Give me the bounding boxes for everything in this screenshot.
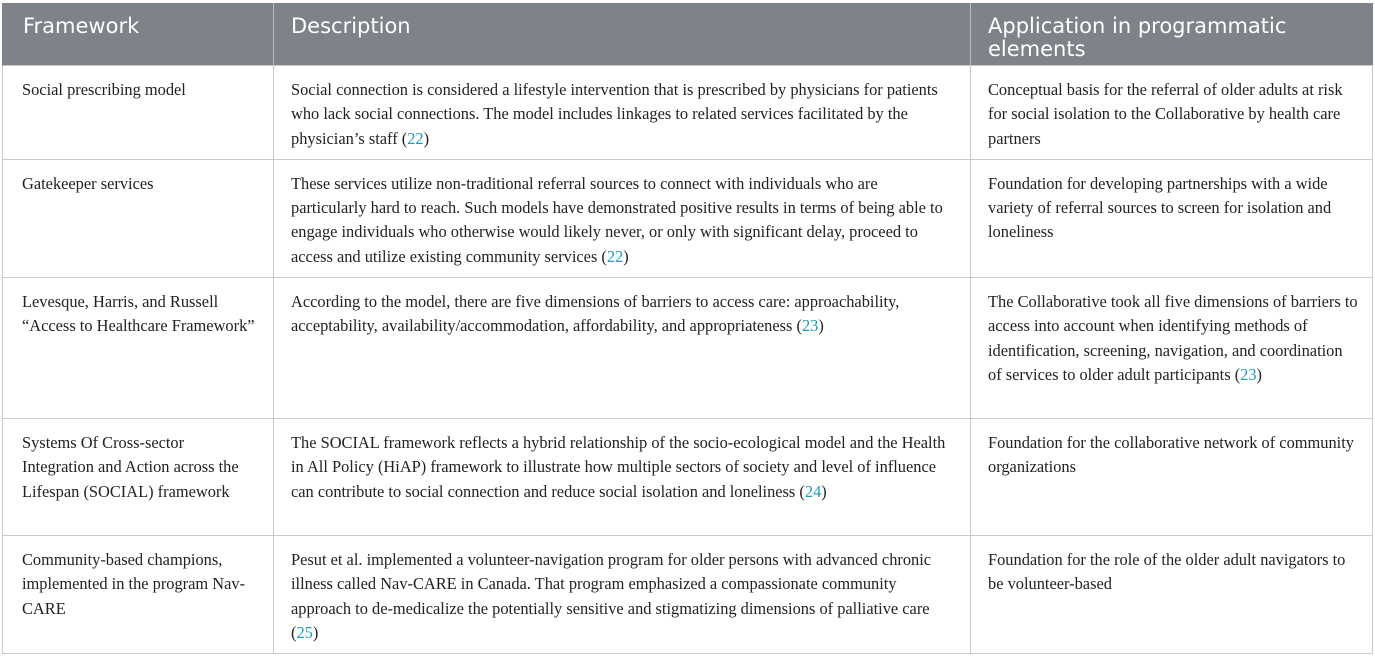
description-text: These services utilize non-traditional referral sources to connect with individuals who are particularly hard to reach. Such models have demonstrated positive results in terms of being able to engage individuals who otherwise would likely never, or only with significant delay, proceed to access and utilize existing community services ( [291,173,943,266]
table-header [3,3,1373,66]
application-cell: Conceptual basis for the referral of older adults at risk for social isolation to the Collaborative by health care partners [971,66,1373,160]
framework-cell: Gatekeeper services [3,159,274,277]
citation-close: ) [821,481,827,501]
application-cell: Foundation for developing partnerships with a wide variety of referral sources to screen for isolation and loneliness [971,159,1373,277]
table-body [3,66,1373,654]
citation-close: ) [312,622,319,642]
frameworks-table [2,3,1373,654]
citation-link[interactable]: 22 [606,246,624,266]
header-application: Application in programmatic elements [971,3,1373,66]
citation-link[interactable]: 22 [407,128,424,148]
description-cell [274,536,971,654]
citation-close: ) [1256,364,1263,384]
header-framework: Framework [3,3,274,66]
application-cell [971,278,1373,419]
table-row [3,278,1373,419]
table-row [3,419,1373,536]
citation-link[interactable]: 24 [804,481,822,501]
description-cell [274,66,971,160]
description-cell [274,159,971,277]
citation-link[interactable]: 23 [801,316,819,336]
table-row [3,66,1373,160]
application-cell: Foundation for the collaborative network of community organizations [971,419,1373,536]
application-text: The Collaborative took all five dimensions of barriers to access into account when identifying methods of identification, screening, navigation, and coordination of services to older adult participants ( [988,292,1358,384]
application-cell: Foundation for the role of the older adult navigators to be volunteer-based [971,536,1373,654]
description-text: Pesut et al. implemented a volunteer-navigation program for older persons with advanced chronic illness called Nav-CARE in Canada. That program emphasized a compassionate community approach to de-medicalize the potentially sensitive and stigmatizing dimensions of palliative care ( [291,550,932,642]
citation-close: ) [818,316,824,336]
header-row [3,3,1373,66]
description-cell [274,278,971,419]
framework-cell: Systems Of Cross-sector Integration and Action across the Lifespan (SOCIAL) framework [3,419,274,536]
header-description: Description [274,3,971,66]
framework-cell: Social prescribing model [3,66,274,160]
citation-link[interactable]: 25 [296,622,313,642]
description-text: The SOCIAL framework reflects a hybrid relationship of the socio-ecological model and the Health in All Policy (HiAP) framework to illustrate how multiple sectors of society and level of influence can contribute to social connection and reduce social isolation and loneliness ( [291,433,946,501]
citation-link[interactable]: 23 [1240,364,1257,384]
citation-close: ) [623,246,629,266]
citation-close: ) [423,128,430,148]
framework-cell: Levesque, Harris, and Russell “Access to Healthcare Framework” [3,278,274,419]
description-text: Social connection is considered a lifestyle intervention that is prescribed by physicians for patients who lack social connections. The model includes linkages to related services facilitated by the physician’s staff ( [291,80,938,148]
framework-cell: Community-based champions, implemented in the program Nav-CARE [3,536,274,654]
description-cell [274,419,971,536]
table-row [3,536,1373,654]
table-row [3,159,1373,277]
description-text: According to the model, there are five dimensions of barriers to access care: approachability, acceptability, availability/accommodation, affordability, and appropriateness ( [291,292,900,336]
